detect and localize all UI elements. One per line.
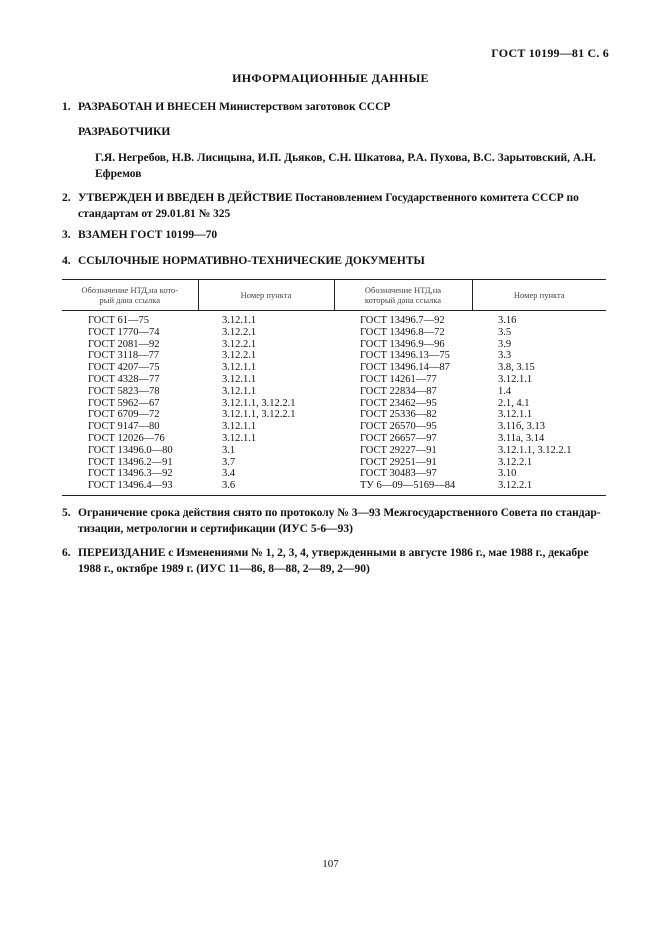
item-4-text: ССЫЛОЧНЫЕ НОРМАТИВНО-ТЕХНИЧЕСКИЕ ДОКУМЕНТЫ xyxy=(78,255,425,267)
table-cell: 3.12.2.1 xyxy=(498,456,533,468)
table-cell: 3.5 xyxy=(498,326,512,338)
table-cell: ГОСТ 14261—77 xyxy=(360,373,437,385)
item-6 xyxy=(62,545,607,577)
item-5-line2: тизации, метрологии и сертификации (ИУС 5-6—93) xyxy=(78,523,354,535)
table-cell: ГОСТ 5962—67 xyxy=(88,397,160,409)
table-cell: ГОСТ 6709—72 xyxy=(88,409,160,421)
table-cell: 3.6 xyxy=(222,480,236,492)
table-cell: 3.12.2.1 xyxy=(222,326,257,338)
table-cell: 3.11а, 3.14 xyxy=(498,432,545,444)
item-4-number: 4. xyxy=(62,255,71,267)
table-cell: ГОСТ 13496.9—96 xyxy=(360,338,445,350)
item-2-number: 2. xyxy=(62,192,71,204)
table-body-row xyxy=(62,311,606,496)
table-cell: 3.12.2.1 xyxy=(222,338,257,350)
header-point-right: Номер пункта xyxy=(472,280,606,311)
table-cell: ГОСТ 12026—76 xyxy=(88,432,165,444)
table-cell: ГОСТ 1770—74 xyxy=(88,326,160,338)
table-cell: 3.1 xyxy=(222,444,236,456)
item-5 xyxy=(62,505,607,537)
header-doc-right-line2: который дана ссылка xyxy=(364,295,442,305)
header-doc-left-line2: рый дана ссылка xyxy=(99,295,160,305)
table-cell: 3.12.1.1 xyxy=(222,362,257,374)
table-cell: ГОСТ 29227—91 xyxy=(360,444,437,456)
header-point-left: Номер пункта xyxy=(198,280,334,311)
table-cell: ГОСТ 23462—95 xyxy=(360,397,437,409)
item-3-text: ВЗАМЕН ГОСТ 10199—70 xyxy=(78,229,218,241)
table-cell: 3.3 xyxy=(498,350,512,362)
page-title: ИНФОРМАЦИОННЫЕ ДАННЫЕ xyxy=(232,71,429,85)
table-cell: ГОСТ 13496.0—80 xyxy=(88,444,173,456)
table-cell: ГОСТ 4207—75 xyxy=(88,362,160,374)
developers-names: Г.Я. Негребов, Н.В. Лисицына, И.П. Дьяков, С.Н. Шкатова, Р.А. Пухова, В.С. Зарытовский, А.Н. Ефремов xyxy=(95,152,596,180)
table-cell: ГОСТ 26657—97 xyxy=(360,432,437,444)
item-1-text: РАЗРАБОТАН И ВНЕСЕН Министерством заготовок СССР xyxy=(78,101,391,113)
header-doc-right xyxy=(334,280,472,311)
table-cell: 3.12.1.1, 3.12.2.1 xyxy=(222,409,296,421)
table-cell: ГОСТ 13496.3—92 xyxy=(88,468,173,480)
item-5-number: 5. xyxy=(62,507,71,519)
table-cell: 3.7 xyxy=(222,456,236,468)
table-cell: 3.16 xyxy=(498,315,517,326)
left-docs-column xyxy=(62,311,198,496)
table-cell: 3.12.2.1 xyxy=(498,480,533,492)
table-cell: 1.4 xyxy=(498,385,512,397)
table-cell: 3.12.1.1 xyxy=(222,432,257,444)
item-2 xyxy=(62,190,607,222)
item-6-line1: ПЕРЕИЗДАНИЕ с Изменениями № 1, 2, 3, 4, утвержденными в августе 1986 г., мае 1988 г., декабре xyxy=(78,547,589,559)
left-points-column xyxy=(198,311,334,496)
table-cell: ГОСТ 13496.4—93 xyxy=(88,480,173,492)
table-cell: 3.12.1.1 xyxy=(498,373,533,385)
item-2-line2: стандартам от 29.01.81 № 325 xyxy=(78,208,231,220)
item-2-line1: УТВЕРЖДЕН И ВВЕДЕН В ДЕЙСТВИЕ Постановлением Государственного комитета СССР по xyxy=(78,192,579,204)
table-cell: 3.10 xyxy=(498,468,517,480)
item-4 xyxy=(62,253,425,269)
item-6-number: 6. xyxy=(62,547,71,559)
table-cell: 3.8, 3.15 xyxy=(498,362,535,374)
item-5-line1: Ограничение срока действия снято по протоколу № 3—93 Межгосударственного Совета по стандар- xyxy=(78,507,601,519)
developers-heading: РАЗРАБОТЧИКИ xyxy=(78,126,171,138)
table-cell: 3.12.2.1 xyxy=(222,350,257,362)
table-cell: 2.1, 4.1 xyxy=(498,397,530,409)
table-header-row xyxy=(62,280,606,311)
document-header-ref: ГОСТ 10199—81 С. 6 xyxy=(491,46,609,60)
table-cell: 3.11б, 3.13 xyxy=(498,421,545,433)
table-cell: ГОСТ 4328—77 xyxy=(88,373,160,385)
header-doc-left xyxy=(62,280,198,311)
table-cell: ГОСТ 2081—92 xyxy=(88,338,160,350)
table-cell: ГОСТ 13496.8—72 xyxy=(360,326,445,338)
table-cell: ГОСТ 26570—95 xyxy=(360,421,437,433)
table-cell: 3.12.1.1, 3.12.2.1 xyxy=(498,444,572,456)
table-cell: ТУ 6—09—5169—84 xyxy=(360,480,456,492)
table-cell: 3.9 xyxy=(498,338,512,350)
table-cell: 3.12.1.1 xyxy=(222,315,257,326)
item-6-line2: 1988 г., октябре 1989 г. (ИУС 11—86, 8—88, 2—89, 2—90) xyxy=(78,563,370,575)
table-cell: ГОСТ 22834—87 xyxy=(360,385,437,397)
table-cell: 3.12.1.1 xyxy=(222,385,257,397)
table-cell: ГОСТ 13496.2—91 xyxy=(88,456,173,468)
table-cell: 3.12.1.1 xyxy=(222,373,257,385)
table-cell: ГОСТ 9147—80 xyxy=(88,421,160,433)
table-cell: ГОСТ 13496.14—87 xyxy=(360,362,450,374)
item-1 xyxy=(62,99,607,115)
table-cell: ГОСТ 5823—78 xyxy=(88,385,160,397)
item-3 xyxy=(62,227,217,243)
table-cell: ГОСТ 30483—97 xyxy=(360,468,437,480)
right-docs-column xyxy=(334,311,472,496)
table-cell: ГОСТ 61—75 xyxy=(88,315,150,326)
table-cell: ГОСТ 13496.7—92 xyxy=(360,315,445,326)
page-number: 107 xyxy=(322,858,339,870)
table-cell: 3.12.1.1, 3.12.2.1 xyxy=(222,397,296,409)
table-cell: 3.12.1.1 xyxy=(498,409,533,421)
reference-documents-table xyxy=(62,279,606,496)
right-points-column xyxy=(472,311,606,496)
table-cell: ГОСТ 29251—91 xyxy=(360,456,437,468)
item-1-number: 1. xyxy=(62,101,71,113)
header-doc-left-line1: Обозначение НТД,на кото- xyxy=(81,285,179,295)
table-cell: ГОСТ 25336—82 xyxy=(360,409,437,421)
item-3-number: 3. xyxy=(62,229,71,241)
table-cell: ГОСТ 13496.13—75 xyxy=(360,350,450,362)
table-cell: 3.4 xyxy=(222,468,236,480)
table-cell: 3.12.1.1 xyxy=(222,421,257,433)
header-doc-right-line1: Обозначение НТД,на xyxy=(364,285,442,295)
table-cell: ГОСТ 3118—77 xyxy=(88,350,160,362)
